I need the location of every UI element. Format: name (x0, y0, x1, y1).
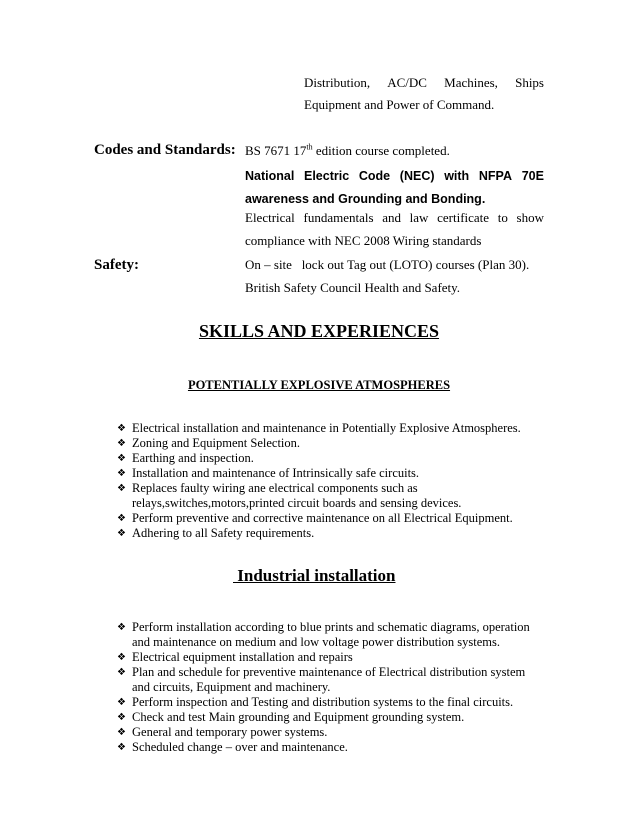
word: AC/DC (387, 75, 427, 90)
diamond-bullet-icon: ❖ (117, 438, 126, 449)
diamond-bullet-icon: ❖ (117, 423, 126, 434)
list-item-text: Plan and schedule for preventive maintenance of Electrical distribution system and circuits, Equipment and machinery. (132, 665, 526, 694)
list-item-text: Perform installation according to blue prints and schematic diagrams, operation and maintenance on medium and low voltage power distribution systems. (132, 620, 530, 649)
diamond-bullet-icon: ❖ (117, 727, 126, 738)
word: Electrical (245, 210, 295, 225)
safety-label: Safety: (94, 257, 139, 273)
list-item-text: Electrical equipment installation and repairs (132, 650, 353, 664)
diamond-bullet-icon: ❖ (117, 652, 126, 663)
list-item (117, 436, 537, 451)
diamond-bullet-icon: ❖ (117, 697, 126, 708)
elec-line-1 (245, 210, 544, 226)
word: National (245, 169, 295, 183)
list-item-text: Perform preventive and corrective maintenance on all Electrical Equipment. (132, 511, 513, 525)
word: Distribution, (304, 75, 371, 90)
list-item-text: Scheduled change – over and maintenance. (132, 740, 348, 754)
list-item-text: Check and test Main grounding and Equipment grounding system. (132, 710, 465, 724)
diamond-bullet-icon: ❖ (117, 742, 126, 753)
diamond-bullet-icon: ❖ (117, 528, 126, 539)
list-item (117, 740, 537, 755)
list-item-text: Earthing and inspection. (132, 451, 254, 465)
word: law (409, 210, 429, 225)
diamond-bullet-icon: ❖ (117, 453, 126, 464)
bs-sup: th (306, 142, 313, 152)
word: show (516, 210, 544, 225)
word: Code (358, 169, 391, 183)
word: NFPA (478, 169, 512, 183)
safety-line-1: On – site lock out Tag out (LOTO) courses (Plan 30). (245, 257, 530, 272)
codes-label: Codes and Standards: (94, 142, 236, 158)
skills-heading: SKILLS AND EXPERIENCES (198, 321, 440, 341)
word: Ships (515, 75, 544, 90)
list-item (117, 725, 537, 740)
list-item-text: Adhering to all Safety requirements. (132, 526, 315, 540)
list-item (117, 421, 537, 436)
top-line-2: Equipment and Power of Command. (304, 97, 495, 112)
word: with (444, 169, 470, 183)
list-item (117, 665, 542, 695)
top-line-1 (304, 75, 544, 91)
word: Electric (304, 169, 350, 183)
safety-line-2: British Safety Council Health and Safety. (245, 280, 461, 295)
word: 70E (521, 169, 544, 183)
list-item-text: Zoning and Equipment Selection. (132, 436, 301, 450)
list-item (117, 526, 537, 541)
list-item (117, 451, 537, 466)
elec-line-2: compliance with NEC 2008 Wiring standards (245, 233, 482, 248)
list-item-text: General and temporary power systems. (132, 725, 328, 739)
list-item (117, 511, 537, 526)
word: Machines, (444, 75, 498, 90)
industrial-heading: Industrial installation (233, 566, 396, 585)
diamond-bullet-icon: ❖ (117, 513, 126, 524)
industrial-list (117, 620, 537, 755)
bs-7671-line (245, 143, 450, 159)
list-item (117, 481, 487, 511)
bs-suffix: edition course completed. (312, 143, 450, 158)
list-item-text: Replaces faulty wiring ane electrical components such as relays,switches,motors,printed circuit boards and sensing devices. (132, 481, 462, 510)
list-item (117, 466, 537, 481)
list-item (117, 710, 537, 725)
list-item (117, 650, 537, 665)
word: and (382, 210, 401, 225)
word: fundamentals (303, 210, 374, 225)
nec-line-1 (245, 168, 544, 184)
list-item-text: Electrical installation and maintenance in Potentially Explosive Atmospheres. (132, 421, 521, 435)
word: certificate (437, 210, 490, 225)
diamond-bullet-icon: ❖ (117, 483, 126, 494)
skills-list (117, 421, 537, 541)
list-item (117, 695, 537, 710)
word: to (497, 210, 508, 225)
explosive-subheading: POTENTIALLY EXPLOSIVE ATMOSPHERES (187, 378, 451, 392)
list-item (117, 620, 537, 650)
diamond-bullet-icon: ❖ (117, 667, 126, 678)
diamond-bullet-icon: ❖ (117, 622, 126, 633)
diamond-bullet-icon: ❖ (117, 712, 126, 723)
bs-prefix: BS 7671 17 (245, 143, 307, 158)
nec-line-2: awareness and Grounding and Bonding. (245, 192, 486, 206)
diamond-bullet-icon: ❖ (117, 468, 126, 479)
list-item-text: Perform inspection and Testing and distribution systems to the final circuits. (132, 695, 514, 709)
word: (NEC) (399, 169, 435, 183)
list-item-text: Installation and maintenance of Intrinsically safe circuits. (132, 466, 420, 480)
